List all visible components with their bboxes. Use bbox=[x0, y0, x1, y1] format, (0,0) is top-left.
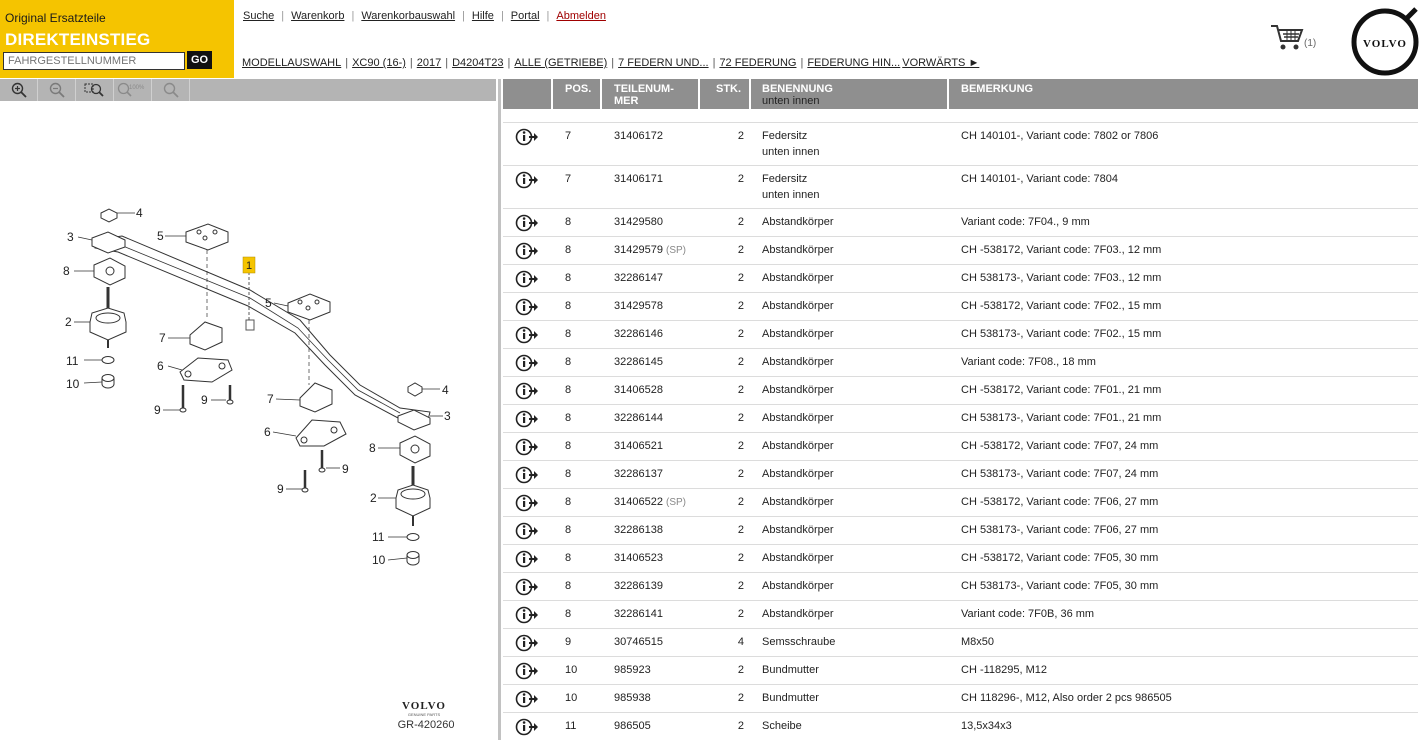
part-number: 31406521 bbox=[614, 440, 663, 452]
breadcrumb-item[interactable]: FEDERUNG HIN... bbox=[807, 57, 901, 69]
row-qty: 2 bbox=[737, 664, 744, 676]
row-name bbox=[762, 524, 834, 536]
nav-hilfe[interactable]: Hilfe bbox=[471, 10, 494, 22]
row-name-text: Abstandkörper bbox=[762, 384, 834, 396]
row-qty: 2 bbox=[737, 552, 744, 564]
part-number: 32286137 bbox=[614, 468, 663, 480]
info-icon[interactable] bbox=[515, 353, 539, 376]
info-icon[interactable] bbox=[515, 493, 539, 516]
row-remark: CH 538173-, Variant code: 7F07, 24 mm bbox=[961, 468, 1159, 480]
table-row[interactable] bbox=[503, 629, 1418, 657]
row-pos: 8 bbox=[565, 328, 572, 340]
breadcrumb: MODELLAUSWAHL | XC90 (16-) | 2017 | D4204T23 | ALLE (GETRIEBE) | 7 FEDERN UND... | 72 FEDERUNG | FEDERUNG HIN... VORWÄRTS ► bbox=[242, 57, 980, 69]
row-qty: 2 bbox=[737, 328, 744, 340]
row-name bbox=[762, 720, 802, 732]
table-row[interactable] bbox=[503, 166, 1418, 209]
info-icon[interactable] bbox=[515, 717, 539, 740]
row-part-number[interactable] bbox=[614, 356, 663, 368]
row-name-text: Abstandkörper bbox=[762, 440, 834, 452]
row-name-text: Abstandkörper bbox=[762, 412, 834, 424]
row-remark: CH 140101-, Variant code: 7802 or 7806 bbox=[961, 130, 1159, 142]
parts-diagram[interactable] bbox=[0, 102, 498, 740]
info-icon[interactable] bbox=[515, 269, 539, 292]
vin-input[interactable] bbox=[3, 52, 185, 70]
table-row[interactable] bbox=[503, 237, 1418, 265]
row-name-text: Semsschraube bbox=[762, 636, 836, 648]
row-remark: CH -118295, M12 bbox=[961, 664, 1048, 676]
row-qty: 2 bbox=[737, 524, 744, 536]
diagram-label: 5 bbox=[265, 296, 272, 310]
row-name-text: Abstandkörper bbox=[762, 608, 834, 620]
row-part-number[interactable] bbox=[614, 468, 663, 480]
part-number: 985938 bbox=[614, 692, 651, 704]
info-icon[interactable] bbox=[515, 213, 539, 236]
row-pos: 8 bbox=[565, 216, 572, 228]
diagram-label: 1 bbox=[246, 260, 253, 272]
diagram-label: 9 bbox=[342, 462, 349, 476]
row-part-number[interactable] bbox=[614, 216, 663, 228]
row-part-number[interactable] bbox=[614, 272, 663, 284]
row-name bbox=[762, 300, 834, 312]
row-name-text: Scheibe bbox=[762, 720, 802, 732]
breadcrumb-item[interactable]: ALLE (GETRIEBE) bbox=[514, 57, 608, 69]
part-number: 32286141 bbox=[614, 608, 663, 620]
diagram-label: 9 bbox=[201, 393, 208, 407]
leaf-spring bbox=[95, 236, 430, 420]
breadcrumb-item[interactable]: XC90 (16-) bbox=[352, 57, 406, 69]
part-number: 985923 bbox=[614, 664, 651, 676]
row-qty: 2 bbox=[737, 216, 744, 228]
zoom-fit-icon[interactable] bbox=[152, 79, 190, 101]
partial-row-text: unten innen bbox=[762, 95, 820, 107]
zoom-out-icon[interactable] bbox=[38, 79, 76, 101]
info-icon[interactable] bbox=[515, 241, 539, 264]
zoom-100-label: 100% bbox=[128, 85, 144, 91]
nav-abmelden[interactable]: Abmelden bbox=[556, 10, 606, 22]
row-name bbox=[762, 664, 819, 676]
parts-table bbox=[503, 79, 1418, 740]
part-number: 986505 bbox=[614, 720, 651, 732]
row-qty: 2 bbox=[737, 272, 744, 284]
diagram-brand-sub: GENUINE PARTS bbox=[407, 712, 441, 717]
brand-subtitle: Original Ersatzteile bbox=[5, 11, 106, 25]
info-icon[interactable] bbox=[515, 633, 539, 656]
row-remark: CH -538172, Variant code: 7F05, 30 mm bbox=[961, 552, 1159, 564]
diagram-label: 11 bbox=[372, 530, 385, 544]
row-name bbox=[762, 216, 834, 228]
row-name-text: Abstandkörper bbox=[762, 496, 834, 508]
row-name bbox=[762, 552, 834, 564]
part-number: 31406171 bbox=[614, 173, 663, 185]
row-pos: 9 bbox=[565, 636, 572, 648]
row-name-text: Federsitz bbox=[762, 130, 808, 142]
diagram-toolbar bbox=[0, 79, 496, 101]
row-remark: CH 118296-, M12, Also order 2 pcs 986505 bbox=[961, 692, 1172, 704]
row-name bbox=[762, 412, 834, 424]
table-row[interactable] bbox=[503, 657, 1418, 685]
table-row[interactable] bbox=[503, 293, 1418, 321]
info-icon[interactable] bbox=[515, 521, 539, 544]
brand-panel bbox=[0, 0, 234, 78]
part-number: 30746515 bbox=[614, 636, 663, 648]
row-name bbox=[762, 272, 834, 284]
row-remark: CH -538172, Variant code: 7F03., 12 mm bbox=[961, 244, 1162, 256]
table-row[interactable] bbox=[503, 405, 1418, 433]
info-icon[interactable] bbox=[515, 605, 539, 628]
info-icon[interactable] bbox=[515, 549, 539, 572]
row-pos: 7 bbox=[565, 130, 572, 142]
row-pos: 8 bbox=[565, 440, 572, 452]
diagram-label: 4 bbox=[442, 383, 449, 397]
diagram-label: 11 bbox=[66, 354, 79, 368]
info-icon[interactable] bbox=[515, 577, 539, 600]
row-qty: 2 bbox=[737, 130, 744, 142]
row-name-text: Abstandkörper bbox=[762, 468, 834, 480]
row-qty: 2 bbox=[737, 720, 744, 732]
row-pos: 8 bbox=[565, 608, 572, 620]
breadcrumb-item[interactable]: MODELLAUSWAHL bbox=[242, 57, 342, 69]
row-name-text: Abstandkörper bbox=[762, 356, 834, 368]
table-row[interactable] bbox=[503, 601, 1418, 629]
sp-tag: (SP) bbox=[666, 497, 687, 508]
row-name bbox=[762, 173, 820, 201]
row-name bbox=[762, 384, 834, 396]
row-part-number[interactable] bbox=[614, 244, 686, 256]
table-row[interactable] bbox=[503, 713, 1418, 740]
row-name-text: Abstandkörper bbox=[762, 300, 834, 312]
row-name-text: Abstandkörper bbox=[762, 272, 834, 284]
breadcrumb-item[interactable]: 2017 bbox=[416, 57, 442, 69]
row-name-sub: unten innen bbox=[762, 189, 820, 201]
row-name-text: Abstandkörper bbox=[762, 216, 834, 228]
row-remark: 13,5x34x3 bbox=[961, 720, 1012, 732]
row-qty: 2 bbox=[737, 440, 744, 452]
row-remark: CH 538173-, Variant code: 7F05, 30 mm bbox=[961, 580, 1159, 592]
row-part-number[interactable] bbox=[614, 636, 663, 648]
part-number: 32286139 bbox=[614, 580, 663, 592]
part-number: 31429580 bbox=[614, 216, 663, 228]
pane-divider[interactable] bbox=[498, 79, 501, 740]
table-row[interactable] bbox=[503, 209, 1418, 237]
row-name bbox=[762, 356, 834, 368]
part-number: 32286146 bbox=[614, 328, 663, 340]
row-name-sub: unten innen bbox=[762, 146, 820, 158]
row-pos: 8 bbox=[565, 384, 572, 396]
zoom-in-icon[interactable] bbox=[0, 79, 38, 101]
row-remark: Variant code: 7F0B, 36 mm bbox=[961, 608, 1095, 620]
row-qty: 2 bbox=[737, 244, 744, 256]
row-part-number[interactable] bbox=[614, 130, 663, 142]
info-icon[interactable] bbox=[515, 170, 539, 193]
diagram-label: 8 bbox=[369, 441, 376, 455]
diagram-label: 9 bbox=[277, 482, 284, 496]
row-pos: 8 bbox=[565, 552, 572, 564]
row-part-number[interactable] bbox=[614, 692, 651, 704]
row-qty: 2 bbox=[737, 608, 744, 620]
cart-icon[interactable] bbox=[1270, 22, 1306, 57]
row-name bbox=[762, 692, 819, 704]
row-part-number[interactable] bbox=[614, 384, 663, 396]
table-row[interactable] bbox=[503, 517, 1418, 545]
row-part-number[interactable] bbox=[614, 173, 663, 185]
info-icon[interactable] bbox=[515, 409, 539, 432]
row-pos: 8 bbox=[565, 468, 572, 480]
row-remark: CH -538172, Variant code: 7F06, 27 mm bbox=[961, 496, 1159, 508]
info-icon[interactable] bbox=[515, 127, 539, 150]
row-name bbox=[762, 636, 835, 648]
cart-count: (1) bbox=[1304, 38, 1317, 49]
row-name bbox=[762, 440, 834, 452]
diagram-label: 3 bbox=[67, 230, 74, 244]
row-part-number[interactable] bbox=[614, 496, 686, 508]
table-row[interactable] bbox=[503, 461, 1418, 489]
row-name bbox=[762, 328, 834, 340]
row-remark: CH -538172, Variant code: 7F07, 24 mm bbox=[961, 440, 1159, 452]
row-qty: 2 bbox=[737, 384, 744, 396]
row-name-text: Federsitz bbox=[762, 173, 808, 185]
row-remark: CH -538172, Variant code: 7F01., 21 mm bbox=[961, 384, 1162, 396]
diagram-label: 6 bbox=[157, 359, 164, 373]
diagram-label: 6 bbox=[264, 425, 271, 439]
row-qty: 2 bbox=[737, 356, 744, 368]
breadcrumb-item[interactable]: D4204T23 bbox=[452, 57, 504, 69]
breadcrumb-item[interactable]: 72 FEDERUNG bbox=[719, 57, 797, 69]
row-name bbox=[762, 468, 834, 480]
row-name-text: Abstandkörper bbox=[762, 524, 834, 536]
table-row[interactable] bbox=[503, 349, 1418, 377]
zoom-100-icon[interactable] bbox=[114, 79, 152, 101]
row-part-number[interactable] bbox=[614, 440, 663, 452]
row-pos: 10 bbox=[565, 692, 578, 704]
row-name-text: Bundmutter bbox=[762, 664, 819, 676]
row-remark: CH 538173-, Variant code: 7F06, 27 mm bbox=[961, 524, 1159, 536]
row-qty: 2 bbox=[737, 580, 744, 592]
row-remark: CH -538172, Variant code: 7F02., 15 mm bbox=[961, 300, 1162, 312]
diagram-label: 2 bbox=[370, 491, 377, 505]
table-row[interactable] bbox=[503, 489, 1418, 517]
row-qty: 2 bbox=[737, 412, 744, 424]
diagram-label: 9 bbox=[154, 403, 161, 417]
table-row[interactable] bbox=[503, 265, 1418, 293]
breadcrumb-item[interactable]: 7 FEDERN UND... bbox=[618, 57, 709, 69]
table-row[interactable] bbox=[503, 377, 1418, 405]
row-name bbox=[762, 244, 834, 256]
part-number: 32286147 bbox=[614, 272, 663, 284]
row-name-text: Abstandkörper bbox=[762, 580, 834, 592]
info-icon[interactable] bbox=[515, 325, 539, 348]
part-number: 31406522 bbox=[614, 496, 663, 508]
part-number: 32286145 bbox=[614, 356, 663, 368]
row-qty: 2 bbox=[737, 496, 744, 508]
forward-link[interactable]: VORWÄRTS ► bbox=[902, 57, 980, 69]
row-pos: 8 bbox=[565, 272, 572, 284]
row-remark: Variant code: 7F08., 18 mm bbox=[961, 356, 1096, 368]
row-part-number[interactable] bbox=[614, 412, 663, 424]
row-name-text: Abstandkörper bbox=[762, 328, 834, 340]
row-part-number[interactable] bbox=[614, 328, 663, 340]
nav-portal[interactable]: Portal bbox=[510, 10, 540, 22]
row-name-text: Abstandkörper bbox=[762, 552, 834, 564]
row-part-number[interactable] bbox=[614, 720, 651, 732]
row-pos: 8 bbox=[565, 356, 572, 368]
row-remark: CH 538173-, Variant code: 7F01., 21 mm bbox=[961, 412, 1162, 424]
col-pos[interactable]: POS. bbox=[565, 83, 592, 95]
zoom-area-icon[interactable] bbox=[76, 79, 114, 101]
table-row[interactable] bbox=[503, 123, 1418, 166]
row-qty: 2 bbox=[737, 692, 744, 704]
row-qty: 2 bbox=[737, 300, 744, 312]
nav-warenkorb[interactable]: Warenkorb bbox=[291, 10, 345, 22]
row-remark: M8x50 bbox=[961, 636, 995, 648]
info-icon[interactable] bbox=[515, 465, 539, 488]
part-number: 31429579 bbox=[614, 244, 663, 256]
row-name bbox=[762, 580, 834, 592]
part-number: 31406528 bbox=[614, 384, 663, 396]
part-number: 31406172 bbox=[614, 130, 663, 142]
row-name-text: Bundmutter bbox=[762, 692, 819, 704]
col-name[interactable]: BENENNUNG bbox=[762, 83, 833, 95]
diagram-brand: VOLVO bbox=[402, 700, 446, 712]
row-qty: 2 bbox=[737, 173, 744, 185]
row-name-text: Abstandkörper bbox=[762, 244, 834, 256]
row-remark: CH 140101-, Variant code: 7804 bbox=[961, 173, 1118, 185]
diagram-label: 3 bbox=[444, 409, 451, 423]
row-pos: 8 bbox=[565, 300, 572, 312]
row-part-number[interactable] bbox=[614, 552, 663, 564]
col-part[interactable]: TEILENUM- MER bbox=[614, 83, 674, 107]
diagram-label: 4 bbox=[136, 206, 143, 220]
diagram-label: 2 bbox=[65, 315, 72, 329]
row-pos: 8 bbox=[565, 580, 572, 592]
diagram-code: GR-420260 bbox=[397, 719, 455, 731]
logo-text: VOLVO bbox=[1363, 38, 1407, 50]
top-nav: Suche | Warenkorb | Warenkorbauswahl | Hilfe | Portal | Abmelden bbox=[243, 10, 606, 22]
row-pos: 8 bbox=[565, 412, 572, 424]
diagram-label: 5 bbox=[157, 229, 164, 243]
info-icon[interactable] bbox=[515, 689, 539, 712]
part-number: 31406523 bbox=[614, 552, 663, 564]
row-pos: 10 bbox=[565, 664, 578, 676]
row-pos: 11 bbox=[565, 720, 577, 732]
row-remark: CH 538173-, Variant code: 7F02., 15 mm bbox=[961, 328, 1162, 340]
table-row[interactable] bbox=[503, 545, 1418, 573]
info-icon[interactable] bbox=[515, 437, 539, 460]
diagram-label: 7 bbox=[267, 392, 274, 406]
part-number: 32286138 bbox=[614, 524, 663, 536]
part-number: 32286144 bbox=[614, 412, 663, 424]
row-qty: 4 bbox=[737, 636, 744, 648]
row-part-number[interactable] bbox=[614, 300, 663, 312]
row-pos: 8 bbox=[565, 244, 572, 256]
info-icon[interactable] bbox=[515, 661, 539, 684]
row-part-number[interactable] bbox=[614, 664, 651, 676]
row-remark: CH 538173-, Variant code: 7F03., 12 mm bbox=[961, 272, 1162, 284]
sp-tag: (SP) bbox=[666, 245, 687, 256]
row-pos: 7 bbox=[565, 173, 572, 185]
table-row[interactable] bbox=[503, 685, 1418, 713]
table-row[interactable] bbox=[503, 573, 1418, 601]
table-row[interactable] bbox=[503, 321, 1418, 349]
row-part-number[interactable] bbox=[614, 608, 663, 620]
row-part-number[interactable] bbox=[614, 580, 663, 592]
row-name bbox=[762, 496, 834, 508]
diagram-label: 10 bbox=[372, 553, 386, 567]
diagram-label: 8 bbox=[63, 264, 70, 278]
row-name bbox=[762, 608, 834, 620]
info-icon[interactable] bbox=[515, 297, 539, 320]
nav-suche[interactable]: Suche bbox=[243, 10, 275, 22]
col-qty[interactable]: STK. bbox=[716, 83, 742, 95]
brand-title: DIREKTEINSTIEG bbox=[5, 30, 151, 49]
row-remark: Variant code: 7F04., 9 mm bbox=[961, 216, 1090, 228]
nav-warenkorbauswahl[interactable]: Warenkorbauswahl bbox=[361, 10, 456, 22]
part-number: 31429578 bbox=[614, 300, 663, 312]
row-qty: 2 bbox=[737, 468, 744, 480]
row-pos: 8 bbox=[565, 524, 572, 536]
diagram-label: 7 bbox=[159, 331, 166, 345]
row-name bbox=[762, 130, 820, 158]
volvo-logo[interactable] bbox=[1350, 4, 1420, 81]
info-icon[interactable] bbox=[515, 381, 539, 404]
diagram-label: 10 bbox=[66, 377, 80, 391]
table-row[interactable] bbox=[503, 433, 1418, 461]
col-remark[interactable]: BEMERKUNG bbox=[961, 83, 1034, 95]
row-part-number[interactable] bbox=[614, 524, 663, 536]
row-pos: 8 bbox=[565, 496, 572, 508]
go-button[interactable]: GO bbox=[187, 51, 212, 69]
